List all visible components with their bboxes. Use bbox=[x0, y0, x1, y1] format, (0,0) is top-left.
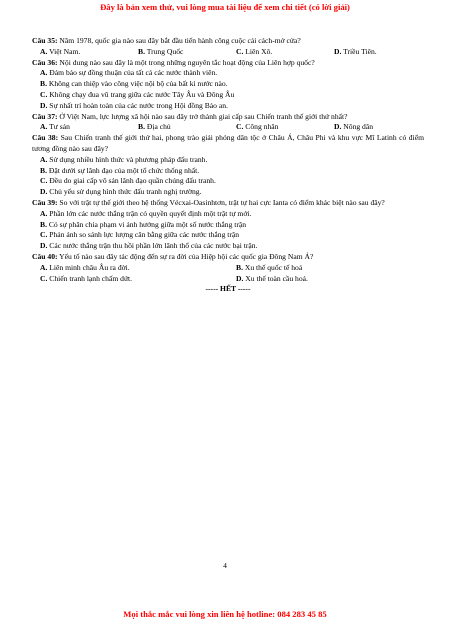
answer-option-b[interactable]: B. Đặt dưới sự lãnh đạo của một tổ chức thống nhất. bbox=[40, 165, 200, 175]
answer-option-d[interactable]: D. Các nước thắng trận thu hồi phần lớn lãnh thổ của các nước bại trận. bbox=[40, 241, 258, 251]
answer-option-c[interactable]: C. Liên Xô. bbox=[236, 46, 273, 56]
answer-option-c[interactable]: C. Không chạy đua vũ trang giữa các nước Tây Âu và Đông Âu bbox=[40, 89, 235, 99]
answer-option-d[interactable]: D. Xu thế toàn cầu hoá. bbox=[236, 273, 308, 283]
question-label: Câu 36: bbox=[32, 57, 58, 67]
question-text: Nội dung nào sau đây là một trong những nguyên tắc hoạt động của Liên hợp quốc? bbox=[57, 57, 315, 67]
answer-option-b[interactable]: B. Không can thiệp vào công việc nội bộ của bất kì nước nào. bbox=[40, 79, 228, 89]
end-of-test-marker: ----- HẾT ----- bbox=[205, 284, 251, 294]
answer-option-d[interactable]: D. Sự nhất trí hoàn toàn của các nước trong Hội đồng Bảo an. bbox=[40, 100, 228, 110]
page-number: 4 bbox=[223, 561, 227, 570]
answer-option-d[interactable]: D. Chủ yếu sử dụng hình thức đấu tranh nghị trường. bbox=[40, 187, 202, 197]
question-40 bbox=[32, 252, 424, 284]
question-text: So với trật tự thế giới theo hệ thống Vécxai-Oasinhtơn, trật tự hai cực Ianta có điểm khác biệt nào sau đây? bbox=[57, 197, 385, 207]
answer-option-c[interactable]: C. Công nhân bbox=[236, 122, 279, 132]
preview-notice-banner: Đây là bản xem thử, vui lòng mua tài liệu để xem chi tiết (có lời giải) bbox=[100, 2, 350, 12]
answer-option-c[interactable]: C. Đều do giai cấp vô sản lãnh đạo quần chúng đấu tranh. bbox=[40, 176, 216, 186]
hotline-footer-banner: Mọi thắc mắc vui lòng xin liên hệ hotline: 084 283 45 85 bbox=[123, 609, 327, 619]
answer-options bbox=[32, 122, 424, 133]
answer-option-c[interactable]: C. Chiến tranh lạnh chấm dứt. bbox=[40, 273, 133, 283]
answer-option-a[interactable]: A. Sử dụng nhiều hình thức và phương pháp đấu tranh. bbox=[40, 154, 208, 164]
answer-option-a[interactable]: A. Tư sản bbox=[40, 122, 70, 132]
question-text: Sau Chiến tranh thế giới thứ hai, phong trào giải phóng dân tộc ở Châu Á, Châu Phi và khu vực Mĩ Latinh có điểm tương đồng nào sau đây? bbox=[32, 133, 424, 153]
question-39 bbox=[32, 198, 424, 252]
question-35 bbox=[32, 36, 424, 58]
question-label: Câu 35: bbox=[32, 36, 58, 45]
question-text: Ở Việt Nam, lực lượng xã hội nào sau đây trở thành giai cấp sau Chiến tranh thế giới thứ nhất? bbox=[57, 111, 348, 121]
answer-options bbox=[32, 47, 424, 58]
answer-options bbox=[32, 263, 424, 274]
question-37 bbox=[32, 112, 424, 134]
answer-option-a[interactable]: A. Việt Nam. bbox=[40, 46, 81, 56]
answer-option-b[interactable]: B. Trung Quốc bbox=[138, 46, 184, 56]
question-label: Câu 37: bbox=[32, 111, 58, 121]
question-list bbox=[32, 36, 424, 295]
question-38 bbox=[32, 133, 424, 198]
answer-option-b[interactable]: B. Có sự phân chia phạm vi ảnh hưởng giữa một số nước thắng trận bbox=[40, 219, 247, 229]
question-text: Năm 1978, quốc gia nào sau đây bắt đầu tiến hành công cuộc cải cách-mở cửa? bbox=[57, 36, 301, 45]
answer-option-a[interactable]: A. Liên minh châu Âu ra đời. bbox=[40, 262, 130, 272]
answer-option-a[interactable]: A. Đảm bảo sự đồng thuận của tất cả các nước thành viên. bbox=[40, 68, 218, 78]
question-text: Yếu tố nào sau đây tác động đến sự ra đời của Hiệp hội các quốc gia Đông Nam Á? bbox=[57, 251, 314, 261]
question-36 bbox=[32, 58, 424, 112]
question-label: Câu 39: bbox=[32, 197, 58, 207]
answer-option-d[interactable]: D. Nông dân bbox=[334, 122, 374, 132]
answer-option-d[interactable]: D. Triều Tiên. bbox=[334, 46, 377, 56]
answer-options bbox=[32, 274, 424, 285]
question-label: Câu 40: bbox=[32, 251, 58, 261]
answer-option-a[interactable]: A. Phần lớn các nước thắng trận có quyền quyết định một trật tự mới. bbox=[40, 208, 252, 218]
answer-option-b[interactable]: B. Xu thế quốc tế hoá bbox=[236, 262, 303, 272]
question-label: Câu 38: bbox=[32, 133, 59, 143]
answer-option-c[interactable]: C. Phản ánh so sánh lực lượng cân bằng giữa các nước thắng trận bbox=[40, 230, 240, 240]
answer-option-b[interactable]: B. Địa chủ bbox=[138, 122, 171, 132]
